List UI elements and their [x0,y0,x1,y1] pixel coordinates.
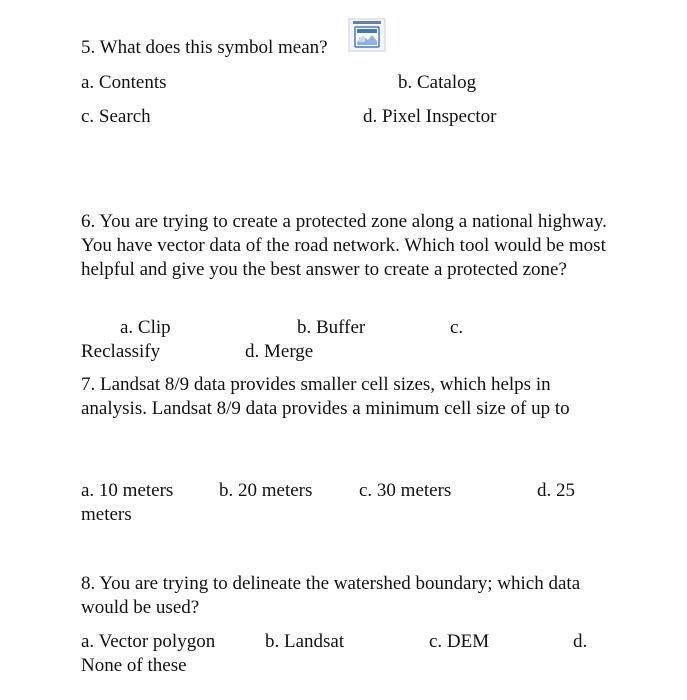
q5-option-c[interactable]: c. Search [81,106,151,127]
question-5-text: 5. What does this symbol mean? [81,37,328,58]
q6-option-b[interactable]: b. Buffer [297,317,366,338]
q5-option-b[interactable]: b. Catalog [398,72,477,93]
q6-option-c-text[interactable]: Reclassify [81,341,161,362]
q8-option-a[interactable]: a. Vector polygon [81,631,216,652]
q6-option-d[interactable]: d. Merge [245,341,314,362]
question-7-text: 7. Landsat 8/9 data provides smaller cell sizes, which helps in analysis. Landsat 8/9 data provides a minimum cell size of up to [81,374,570,419]
q8-option-d-text[interactable]: None of these [81,655,187,676]
q7-option-c[interactable]: c. 30 meters [359,480,452,501]
q8-option-c[interactable]: c. DEM [429,631,490,652]
q7-option-b[interactable]: b. 20 meters [219,480,313,501]
question-6-text: 6. You are trying to create a protected zone along a national highway. You have vector data of the road network. Which tool would be most helpful and give you the best answer to create a protected zone? [81,211,607,280]
q8-option-b[interactable]: b. Landsat [265,631,345,652]
q8-option-d-prefix[interactable]: d. [573,631,588,652]
q5-option-a[interactable]: a. Contents [81,72,167,93]
q7-option-d-unit[interactable]: meters [81,504,132,525]
pixel-inspector-icon [348,18,388,54]
question-8-text: 8. You are trying to delineate the watershed boundary; which data would be used? [81,573,581,618]
q6-option-a[interactable]: a. Clip [120,317,171,338]
q7-option-d-prefix[interactable]: d. 25 [537,480,575,501]
q5-option-d[interactable]: d. Pixel Inspector [363,106,497,127]
q6-option-c-prefix[interactable]: c. [450,317,464,338]
q7-option-a[interactable]: a. 10 meters [81,480,174,501]
